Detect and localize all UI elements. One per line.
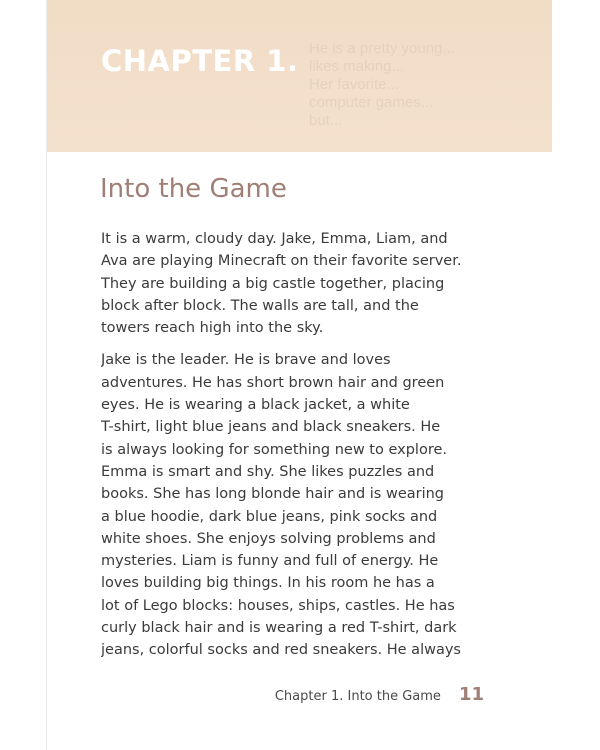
text-line: adventures. He has short brown hair and green [101, 374, 445, 391]
text-line: jeans, colorful socks and red sneakers. He always [101, 642, 461, 659]
text-line: mysteries. Liam is funny and full of energy. He [101, 553, 439, 570]
paragraph-1 [101, 228, 495, 339]
text-line: It is a warm, cloudy day. Jake, Emma, Liam, and [101, 231, 448, 247]
text-line: Jake is the leader. He is brave and loves [101, 352, 391, 369]
text-line: T-shirt, light blue jeans and black sneakers. He [101, 419, 441, 436]
text-line: They are building a big castle together, placing [101, 275, 445, 292]
text-line: Ava are playing Minecraft on their favorite server. [101, 253, 462, 270]
text-line: towers reach high into the sky. [101, 320, 324, 337]
page-number: 11 [458, 684, 484, 705]
text-line: lot of Lego blocks: houses, ships, castles. He has [101, 597, 455, 614]
text-line: eyes. He is wearing a black jacket, a white [101, 397, 410, 414]
text-line: loves building big things. In his room he has a [101, 575, 435, 592]
page-footer [275, 684, 484, 705]
text-line: books. She has long blonde hair and is wearing [101, 486, 445, 503]
text-line: is always looking for something new to explore. [101, 441, 447, 458]
paragraph-2 [101, 349, 495, 661]
chapter-title: Into the Game [100, 174, 287, 204]
text-line: a blue hoodie, dark blue jeans, pink socks and [101, 508, 438, 525]
running-head: Chapter 1. Into the Game [274, 689, 441, 704]
text-line: white shoes. She enjoys solving problems and [101, 530, 436, 547]
paragraph-gap [101, 339, 495, 349]
text-line: curly black hair and is wearing a red T-shirt, dark [101, 620, 457, 637]
text-line: Emma is smart and shy. She likes puzzles and [101, 463, 435, 480]
body-text [101, 228, 495, 662]
text-line: block after block. The walls are tall, and the [101, 297, 419, 314]
chapter-label: CHAPTER 1. [101, 44, 299, 78]
bleed-through-text: He is a pretty young... likes making... Her favorite... computer games... but... [309, 40, 455, 129]
